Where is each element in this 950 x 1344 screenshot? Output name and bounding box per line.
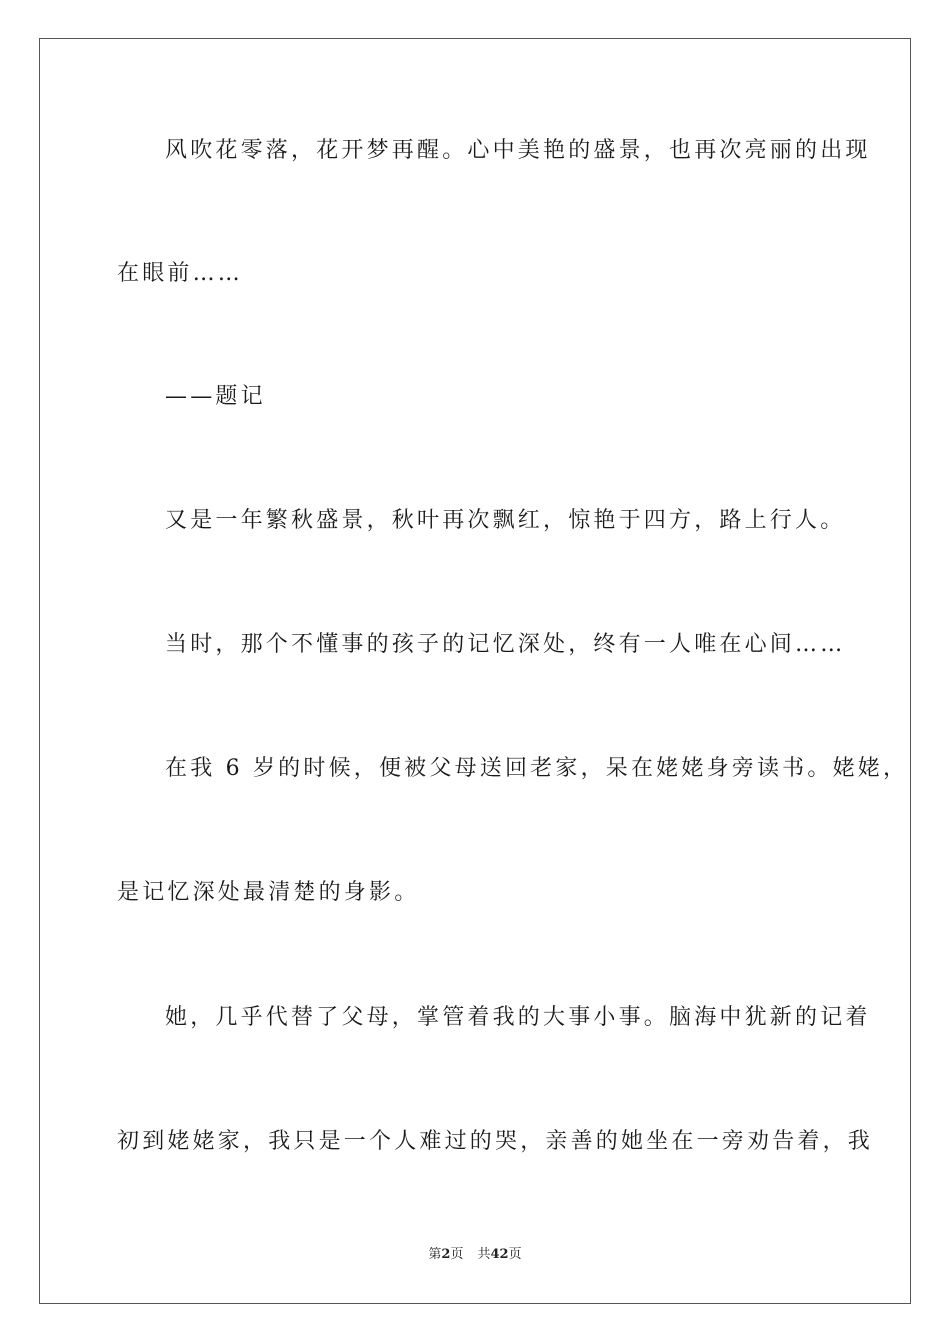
total-label-suffix: 页 bbox=[508, 1247, 522, 1262]
total-pages: 42 bbox=[490, 1247, 509, 1262]
paragraph-line: 当时，那个不懂事的孩子的记忆深处，终有一人唯在心间…… bbox=[165, 632, 846, 657]
paragraph-line: 在我 6 岁的时候，便被父母送回老家，呆在姥姥身旁读书。姥姥， bbox=[165, 756, 909, 781]
paragraph-line: 是记忆深处最清楚的身影。 bbox=[117, 880, 420, 905]
paragraph-line: 她，几乎代替了父母，掌管着我的大事小事。脑海中犹新的记着 bbox=[165, 1005, 871, 1030]
page-label-prefix: 第 bbox=[428, 1247, 442, 1262]
page-label-suffix: 页 bbox=[450, 1247, 464, 1262]
paragraph-line: 风吹花零落，花开梦再醒。心中美艳的盛景，也再次亮丽的出现 bbox=[165, 138, 871, 163]
paragraph-line: 在眼前…… bbox=[117, 261, 244, 286]
paragraph-line: 又是一年繁秋盛景，秋叶再次飘红，惊艳于四方，路上行人。 bbox=[165, 508, 846, 533]
page-number: 2 bbox=[441, 1247, 451, 1262]
total-label-prefix: 共 bbox=[477, 1247, 491, 1262]
paragraph-line: 初到姥姥家，我只是一个人难过的哭，亲善的她坐在一旁劝告着，我 bbox=[117, 1129, 874, 1154]
page-border bbox=[39, 38, 911, 1304]
page-footer bbox=[0, 1246, 950, 1264]
epigraph-attribution: ——题记 bbox=[165, 384, 266, 409]
